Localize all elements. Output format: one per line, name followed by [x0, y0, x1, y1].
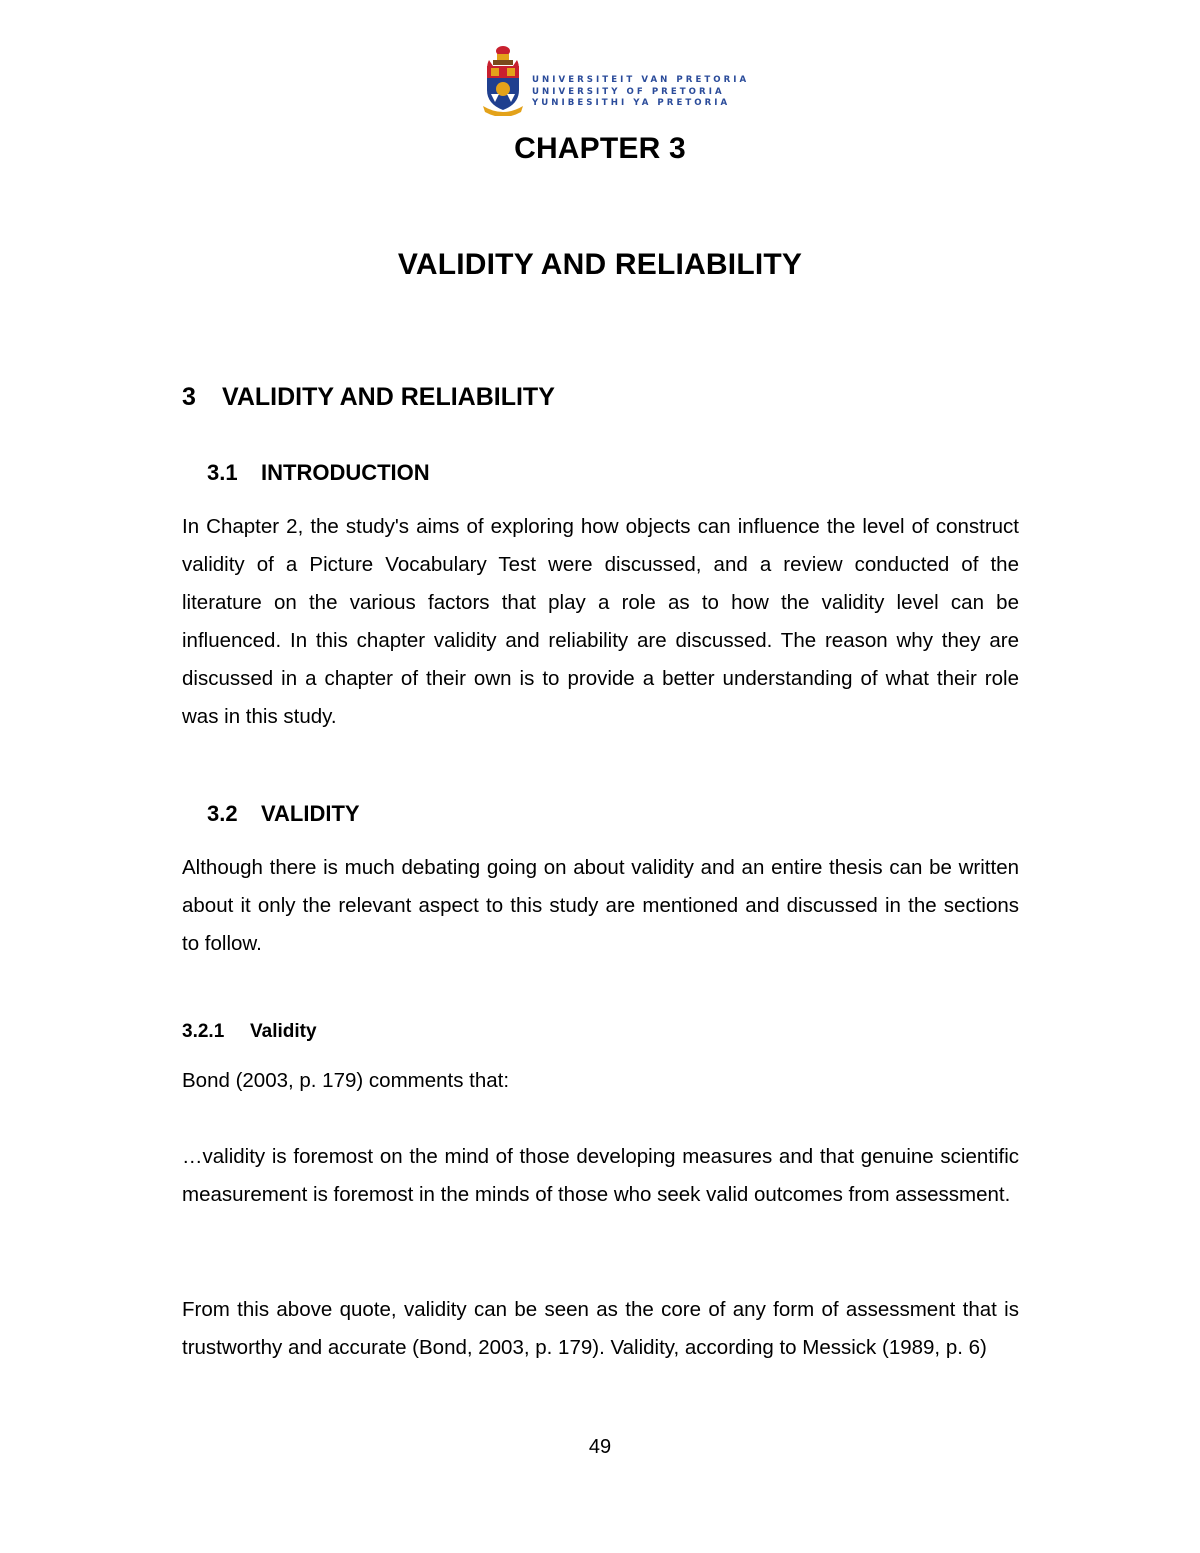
section-title: VALIDITY AND RELIABILITY: [222, 383, 555, 411]
page-number: 49: [588, 1436, 612, 1458]
section-title: VALIDITY: [261, 801, 360, 826]
logo-text-afrikaans: UNIVERSITEIT VAN PRETORIA: [532, 75, 750, 85]
logo-text-english: UNIVERSITY OF PRETORIA: [532, 86, 725, 97]
subsection-heading-validity: [182, 1021, 317, 1043]
subsection-number: 3.2.1: [182, 1021, 225, 1042]
section-number: 3.1: [207, 460, 238, 485]
block-quote: …validity is foremost on the mind of those developing measures and that genuine scientific measurement is foremost in the minds of those who seek valid outcomes from assessment.: [182, 1145, 1019, 1206]
section-heading-validity: [207, 801, 360, 827]
section-number: 3.2: [207, 801, 238, 826]
body-paragraph: From this above quote, validity can be seen as the core of any form of assessment that is trustworthy and accurate (Bond, 2003, p. 179). Validity, according to Messick (1989, p. 6): [182, 1298, 1019, 1359]
section-heading-main: [182, 383, 555, 412]
university-logo: [481, 44, 750, 116]
section-title: INTRODUCTION: [261, 460, 430, 485]
section-heading-introduction: [207, 460, 430, 486]
university-crest-icon: [481, 44, 525, 116]
quote-lead-in: Bond (2003, p. 179) comments that:: [182, 1069, 510, 1092]
logo-text-sepedi: YUNIBESITHI YA PRETORIA: [532, 98, 731, 108]
introduction-paragraph: In Chapter 2, the study's aims of exploring how objects can influence the level of construct validity of a Picture Vocabulary Test were discussed, and a review conducted of the literature on the various factors that play a role as to how the validity level can be influenced. In this chapter validity and reliability are discussed. The reason why they are discussed in a chapter of their own is to provide a better understanding of what their role was in this study.: [182, 515, 1019, 728]
subsection-title: Validity: [250, 1021, 317, 1042]
chapter-heading: CHAPTER 3: [514, 132, 686, 165]
section-number: 3: [182, 383, 196, 411]
chapter-title: VALIDITY AND RELIABILITY: [397, 248, 803, 281]
validity-paragraph: Although there is much debating going on about validity and an entire thesis can be written about it only the relevant aspect to this study are mentioned and discussed in the sections to follow.: [182, 856, 1019, 955]
